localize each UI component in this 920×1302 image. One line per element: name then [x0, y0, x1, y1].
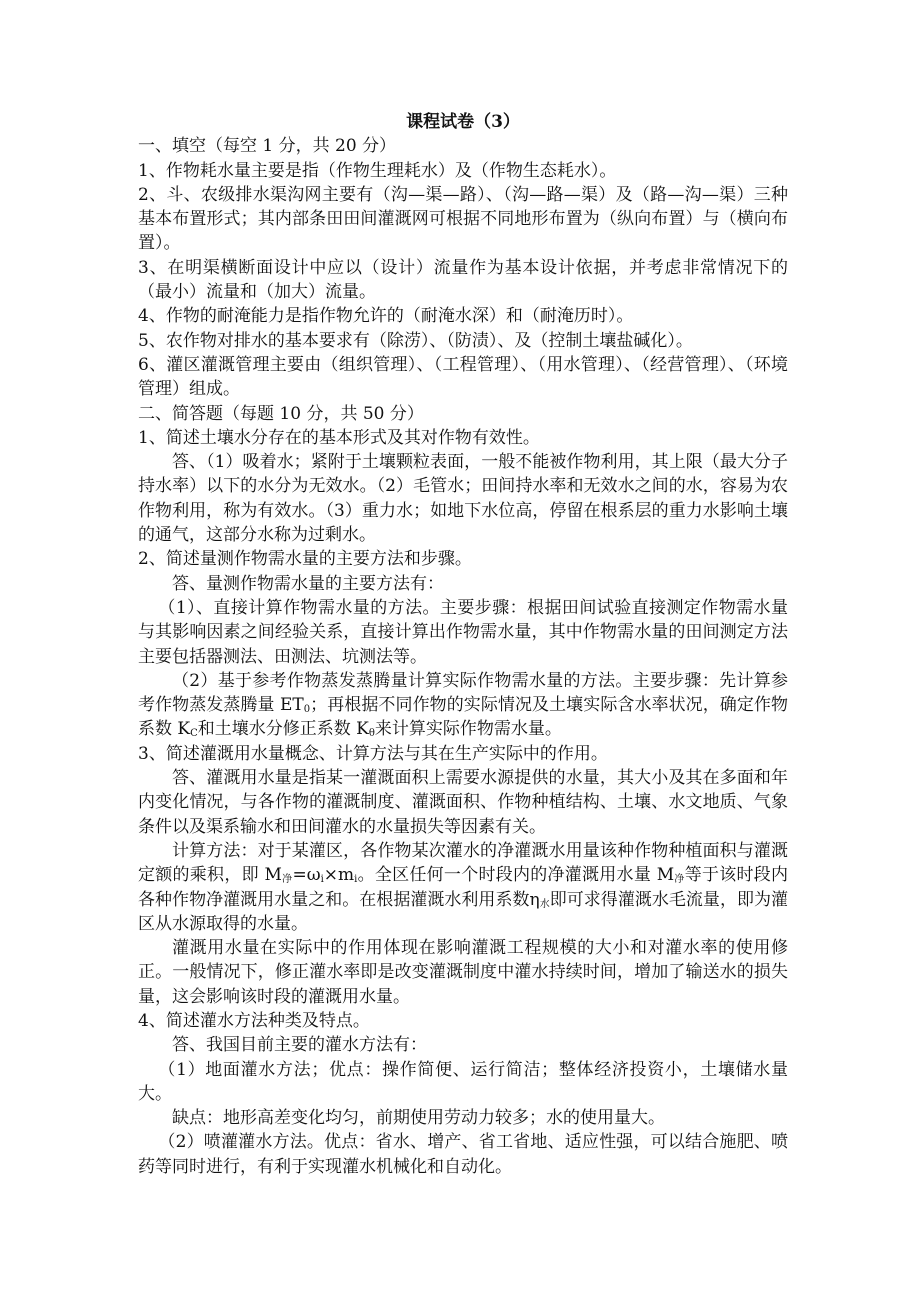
answer-4-method-2: （2）喷灌灌水方法。优点：省水、增产、省工省地、适应性强，可以结合施肥、喷药等同时进行，有利于实现灌水机械化和自动化。 — [138, 1132, 788, 1177]
answer-4-method-1: （1）地面灌水方法；优点：操作简便、运行简洁；整体经济投资小，土壤储水量大。 — [138, 1059, 788, 1104]
method2-sub-1: 0 — [303, 704, 311, 716]
section1-heading: 一、填空（每空 1 分，共 20 分） — [138, 136, 397, 157]
method2-text-a: （2）基于参考作物蒸发蒸腾量计算实际作物需水量的方法。主要步骤：先计算参考作物蒸发蒸腾量 ET — [138, 670, 788, 716]
method2-text-d: 来计算实际作物需水量。 — [374, 719, 562, 740]
calc-text-e: 等于该时段内各种作物净灌溉用水量之和。在根据灌溉水利用系数η — [138, 865, 789, 910]
fill-item-6: 6、灌区灌溉管理主要由（组织管理）、（工程管理）、（用水管理）、（经营管理）、（环境管理）组成。 — [138, 354, 788, 400]
question-2: 2、简述量测作物需水量的主要方法和步骤。 — [138, 549, 472, 570]
fill-item-3: 3、在明渠横断面设计中应以（设计）流量作为基本设计依据，并考虑非常情况下的（最小）流量和（加大）流量。 — [138, 257, 788, 303]
fill-item-5: 5、农作物对排水的基本要求有（除涝）、（防渍）、及（控制土壤盐碱化）。 — [138, 330, 693, 351]
answer-1: 答、（1）吸着水；紧附于土壤颗粒表面，一般不能被作物利用，其上限（最大分子持水率）以下的水分为无效水。（2）毛管水；田间持水率和无效水之间的水，容易为农作物利用，称为有效水。（3）重力水；如地下水位高，停留在根系层的重力水影响土壤的通气，这部分水称为过剩水。 — [138, 452, 788, 546]
calc-text-c: ×m — [323, 865, 355, 886]
fill-item-4: 4、作物的耐淹能力是指作物允许的（耐淹水深）和（耐淹历时）。 — [138, 306, 634, 327]
calc-sub-1: 净 — [281, 874, 293, 886]
method2-text-c: 和土壤水分修正系数 K — [197, 719, 369, 740]
calc-text-d: 。全区任何一个时段内的净灌溉用水量 M — [357, 865, 675, 886]
answer-4-intro: 答、我国目前主要的灌水方法有： — [172, 1035, 427, 1056]
calc-sub-3: i — [354, 874, 358, 886]
answer-2-method-2 — [138, 669, 788, 742]
calc-sub-5: 水 — [539, 898, 550, 910]
answer-4-method-1-cons: 缺点：地形高差变化均匀，前期使用劳动力较多；水的使用量大。 — [172, 1108, 665, 1129]
calc-sub-2: i — [320, 874, 324, 886]
question-3: 3、简述灌溉用水量概念、计算方法与其在生产实际中的作用。 — [138, 743, 608, 764]
answer-3: 答、灌溉用水量是指某一灌溉面积上需要水源提供的水量，其大小及其在多面和年内变化情况，与各作物的灌溉制度、灌溉面积、作物种植结构、土壤、水文地质、气象条件以及渠系输水和田间灌水的水量损失等因素有关。 — [138, 768, 788, 837]
fill-item-2: 2、斗、农级排水渠沟网主要有（沟—渠—路）、（沟—路—渠）及（路—沟—渠）三种基本布置形式；其内部条田田间灌溉网可根据不同地形布置为（纵向布置）与（横向布置）。 — [138, 184, 788, 254]
calc-text-b: =ω — [292, 865, 321, 886]
answer-3-usage: 灌溉用水量在实际中的作用体现在影响灌溉工程规模的大小和对灌水率的使用修正。一般情况下，修正灌水率即是改变灌溉制度中灌水持续时间，增加了输送水的损失量，这会影响该时段的灌溉用水量。 — [138, 938, 788, 1007]
page-title: 课程试卷（3） — [406, 112, 520, 132]
exam-page — [138, 110, 788, 1179]
answer-2-method-1: （1）、直接计算作物需水量的方法。主要步骤：根据田间试验直接测定作物需水量与其影响因素之间经验关系，直接计算出作物需水量，其中作物需水量的田间测定方法主要包括器测法、田测法、坑测法等。 — [138, 597, 788, 667]
question-4: 4、简述灌水方法种类及特点。 — [138, 1010, 370, 1031]
calc-sub-4: 净 — [674, 874, 685, 886]
section2-heading: 二、简答题（每题 10 分，共 50 分） — [138, 403, 424, 424]
method2-text-b: ；再根据不同作物的实际情况及土壤实际含水率状况，确定作物系数 K — [138, 695, 789, 740]
answer-2-intro: 答、量测作物需水量的主要方法有： — [172, 573, 444, 594]
fill-item-1: 1、作物耗水量主要是指（作物生理耗水）及（作物生态耗水）。 — [138, 160, 617, 181]
question-1: 1、简述土壤水分存在的基本形式及其对作物有效性。 — [138, 427, 540, 448]
calc-text-f: 即可求得灌溉水毛流量，即为灌区从水源取得的水量。 — [138, 889, 789, 934]
calc-text-a: 计算方法：对于某灌区，各作物某次灌水的净灌溉水用量该种作物种植面积与灌溉定额的乘积，即 M — [138, 840, 788, 886]
method2-sub-3: θ — [368, 728, 375, 740]
method2-sub-2: C — [190, 728, 198, 740]
answer-3-calc — [138, 839, 788, 936]
